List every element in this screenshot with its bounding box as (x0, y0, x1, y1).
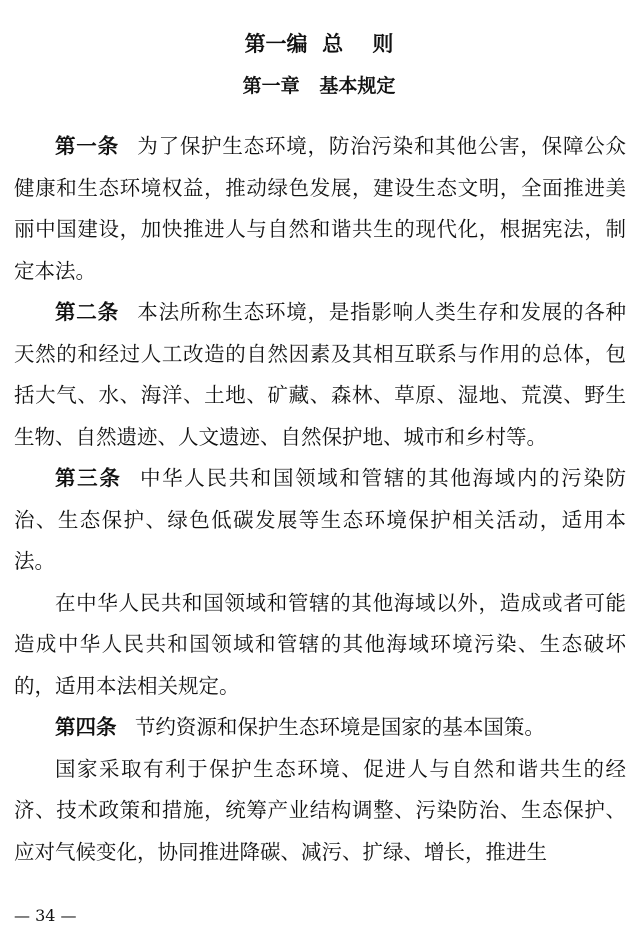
article-text: 本法所称生态环境，是指影响人类生存和发展的各种天然的和经过人工改造的自然因素及其相互联系与作用的总体，包括大气、水、海洋、土地、矿藏、森林、草原、湿地、荒漠、野生生物、自然遗迹、人文遗迹、自然保护地、城市和乡村等。 (14, 300, 627, 449)
article-4-clause-2 (14, 749, 626, 874)
page-number: — 34 — (14, 906, 77, 925)
article-4-paragraph (14, 707, 626, 749)
part-title: 第一编 总 则 (244, 32, 394, 56)
article-number: 第四条 (55, 715, 117, 739)
article-3-paragraph (14, 458, 626, 583)
article-text: 中华人民共和国领域和管辖的其他海域内的污染防治、生态保护、绿色低碳发展等生态环境保护相关活动，适用本法。 (14, 466, 627, 573)
article-text: 为了保护生态环境，防治污染和其他公害，保障公众健康和生态环境权益，推动绿色发展，建设生态文明，全面推进美丽中国建设，加快推进人与自然和谐共生的现代化，根据宪法，制定本法。 (14, 134, 627, 283)
article-1-paragraph (14, 126, 626, 292)
article-text: 在中华人民共和国领域和管辖的其他海域以外，造成或者可能造成中华人民共和国领域和管辖的其他海域环境污染、生态破坏的，适用本法相关规定。 (14, 590, 626, 698)
article-number: 第三条 (55, 466, 122, 490)
article-3-clause-2 (14, 583, 626, 708)
article-text: 国家采取有利于保护生态环境、促进人与自然和谐共生的经济、技术政策和措施，统筹产业结构调整、污染防治、生态保护、应对气候变化，协同推进降碳、减污、扩绿、增长，推进生 (14, 756, 626, 864)
article-2-paragraph (14, 292, 626, 458)
article-number: 第一条 (55, 134, 119, 158)
article-text: 节约资源和保护生态环境是国家的基本国策。 (134, 715, 545, 739)
document-body (14, 126, 626, 873)
chapter-title: 第一章 基本规定 (242, 75, 396, 97)
article-number: 第二条 (55, 300, 119, 324)
